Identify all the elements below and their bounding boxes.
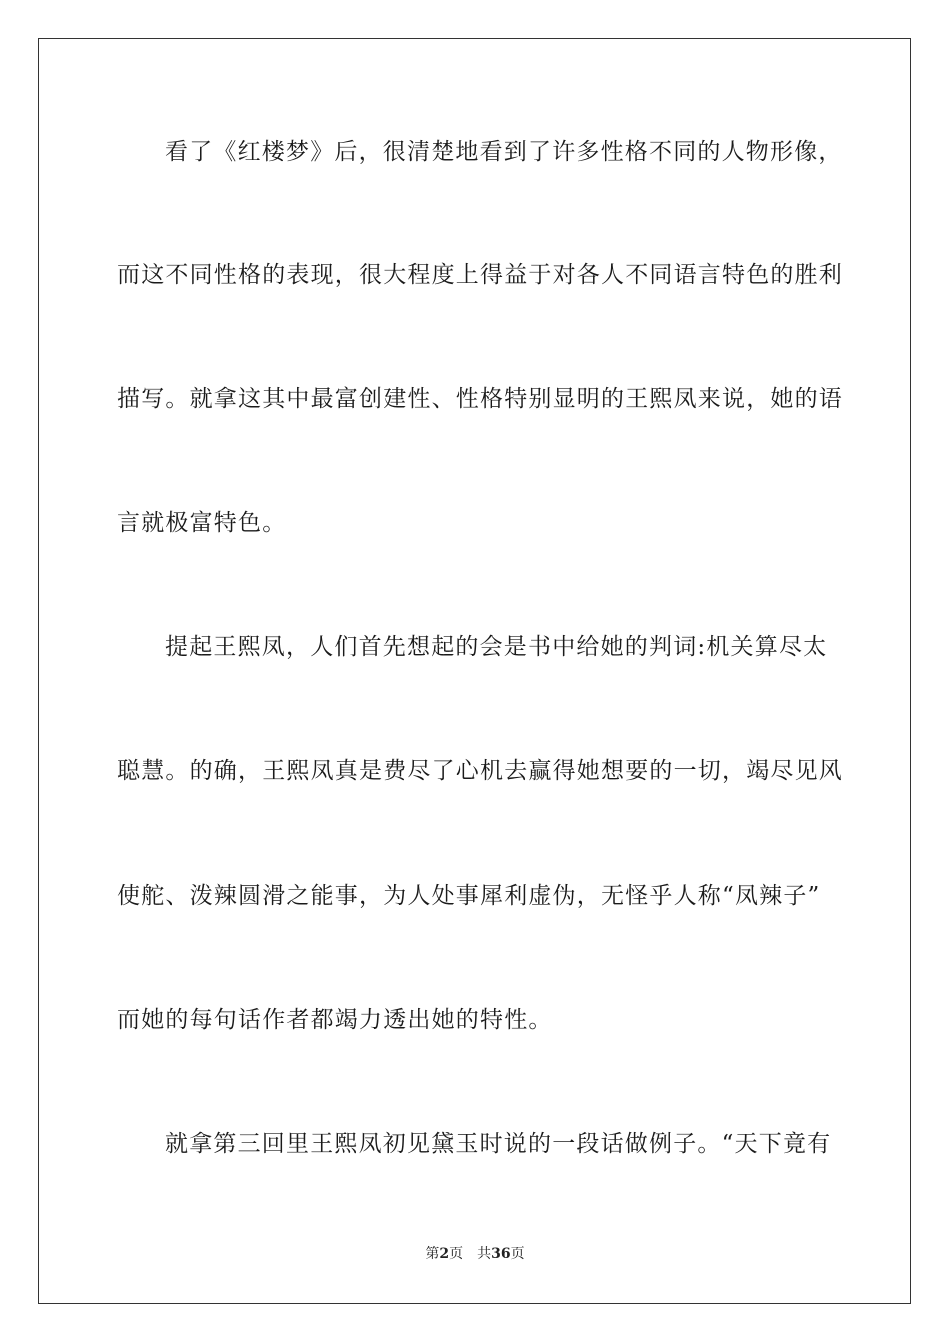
page-border [38,38,911,1304]
paragraph-2-line-3: 使舵、泼辣圆滑之能事，为人处事犀利虚伪，无怪乎人称“凤辣子” [117,883,821,909]
total-pages: 36 [491,1246,511,1262]
paragraph-1-line-2: 而这不同性格的表现，很大程度上得益于对各人不同语言特色的胜利 [117,262,843,288]
paragraph-2-line-4: 而她的每句话作者都竭力透出她的特性。 [117,1007,553,1033]
total-suffix: 页 [510,1246,525,1262]
page-footer [0,1244,950,1264]
page-prefix: 第 [425,1246,440,1262]
paragraph-1-line-3: 描写。就拿这其中最富创建性、性格特别显明的王熙凤来说，她的语 [117,386,843,412]
paragraph-2-line-2: 聪慧。的确，王熙凤真是费尽了心机去赢得她想要的一切，竭尽见风 [117,758,843,784]
paragraph-1-line-4: 言就极富特色。 [117,510,287,536]
paragraph-1-line-1: 看了《红楼梦》后，很清楚地看到了许多性格不同的人物形像， [165,139,843,165]
paragraph-3-line-1: 就拿第三回里王熙凤初见黛玉时说的一段话做例子。“天下竟有 [165,1131,832,1157]
paragraph-2-line-1: 提起王熙凤，人们首先想起的会是书中给她的判词:机关算尽太 [165,634,828,660]
page-number: 2 [439,1246,450,1262]
page-suffix: 页 [449,1246,464,1262]
total-prefix: 共 [477,1246,492,1262]
